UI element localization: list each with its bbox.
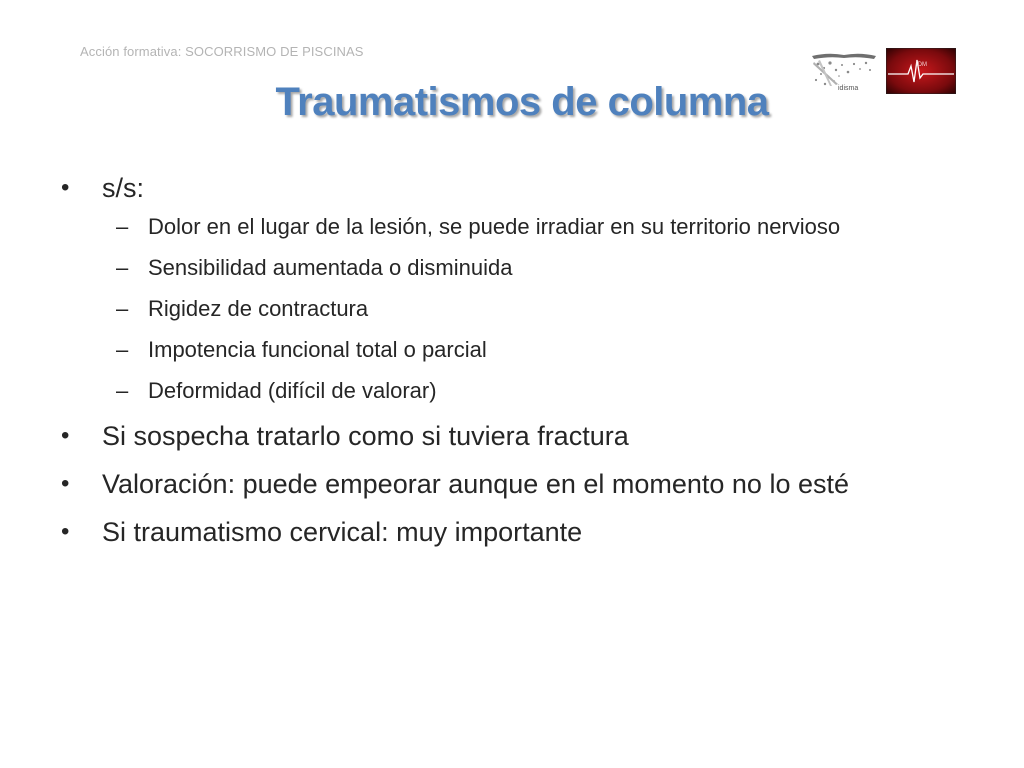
- bullet-icon: •: [61, 518, 70, 545]
- sub-bullet-item: [102, 296, 1000, 322]
- sub-bullet-text: Deformidad (difícil de valorar): [148, 378, 437, 403]
- dash-icon: –: [116, 378, 129, 403]
- sub-bullet-item: [102, 214, 1000, 240]
- sub-bullet-item: [102, 378, 1000, 404]
- bullet-item: [60, 516, 1000, 548]
- idisma-logo-text: idisma: [838, 85, 859, 92]
- bullet-icon: •: [61, 422, 70, 449]
- sub-bullet-text: Rigidez de contractura: [148, 296, 369, 321]
- idm-logo-text: IDM: [916, 62, 927, 68]
- bullet-icon: •: [61, 174, 70, 201]
- dash-icon: –: [116, 296, 129, 321]
- bullet-item: [60, 172, 1000, 404]
- slide-title: Traumatismos de columna: [275, 80, 769, 124]
- bullet-text: s/s:: [102, 173, 145, 203]
- dash-icon: –: [116, 255, 129, 280]
- bullet-item: [60, 420, 1000, 452]
- bullet-icon: •: [61, 470, 70, 497]
- dash-icon: –: [116, 214, 129, 239]
- sub-bullet-text: Impotencia funcional total o parcial: [148, 337, 487, 362]
- sub-bullet-text: Sensibilidad aumentada o disminuida: [148, 255, 513, 280]
- sub-bullet-list: [102, 214, 1000, 404]
- course-header: Acción formativa: SOCORRISMO DE PISCINAS: [80, 44, 364, 59]
- dash-icon: –: [116, 337, 129, 362]
- bullet-text: Si traumatismo cervical: muy importante: [102, 517, 583, 547]
- bullet-text: Valoración: puede empeorar aunque en el momento no lo esté: [102, 469, 849, 499]
- sub-bullet-item: [102, 255, 1000, 281]
- slide-content: [60, 172, 1000, 564]
- bullet-list: [60, 172, 1000, 548]
- bullet-item: [60, 468, 1000, 500]
- sub-bullet-text: Dolor en el lugar de la lesión, se puede irradiar en su territorio nervioso: [148, 214, 841, 239]
- bullet-text: Si sospecha tratarlo como si tuviera fractura: [102, 421, 629, 451]
- sub-bullet-item: [102, 337, 1000, 363]
